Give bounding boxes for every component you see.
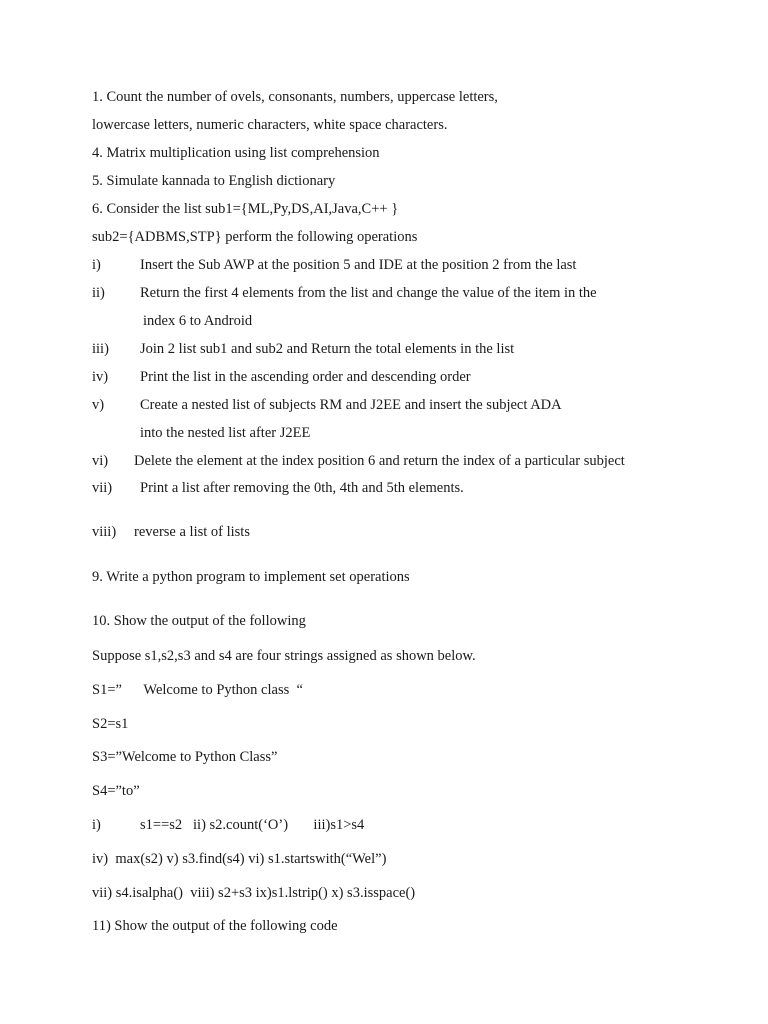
operations-line-2: iv) max(s2) v) s3.find(s4) vi) s1.startswith(“Wel”) xyxy=(92,851,387,867)
question-11: 11) Show the output of the following code xyxy=(92,918,338,934)
item-number: iv) xyxy=(92,369,109,385)
item-text: Print the list in the ascending order and descending order xyxy=(140,369,471,385)
item-text: Print a list after removing the 0th, 4th and 5th elements. xyxy=(140,480,464,496)
question-10-intro: Suppose s1,s2,s3 and s4 are four strings assigned as shown below. xyxy=(92,648,476,664)
question-4: 4. Matrix multiplication using list comprehension xyxy=(92,145,380,161)
item-text: reverse a list of lists xyxy=(134,524,250,540)
operations-line-1: s1==s2 ii) s2.count(‘O’) iii)s1>s4 xyxy=(140,817,365,833)
question-6-line-1: 6. Consider the list sub1={ML,Py,DS,AI,Java,C++ } xyxy=(92,201,399,217)
item-number: viii) xyxy=(92,524,117,540)
question-6-line-2: sub2={ADBMS,STP} perform the following operations xyxy=(92,229,418,245)
item-text-continuation: index 6 to Android xyxy=(143,313,253,329)
item-text: Create a nested list of subjects RM and J2EE and insert the subject ADA xyxy=(140,397,562,413)
operations-number: i) xyxy=(92,817,101,833)
item-number: ii) xyxy=(92,285,105,301)
string-s4: S4=”to” xyxy=(92,783,140,799)
item-number: vii) xyxy=(92,480,113,496)
item-number: iii) xyxy=(92,341,109,357)
question-10: 10. Show the output of the following xyxy=(92,613,306,629)
operations-line-3: vii) s4.isalpha() viii) s2+s3 ix)s1.lstrip() x) s3.isspace() xyxy=(92,885,416,901)
question-1-line-1: 1. Count the number of ovels, consonants, numbers, uppercase letters, xyxy=(92,89,498,105)
item-text-continuation: into the nested list after J2EE xyxy=(140,425,311,441)
item-text: Insert the Sub AWP at the position 5 and IDE at the position 2 from the last xyxy=(140,257,577,273)
item-number: i) xyxy=(92,257,101,273)
question-1-line-2: lowercase letters, numeric characters, white space characters. xyxy=(92,117,448,133)
item-number: v) xyxy=(92,397,105,413)
item-text: Return the first 4 elements from the list and change the value of the item in the xyxy=(140,285,597,301)
item-number: vi) xyxy=(92,453,109,469)
question-9: 9. Write a python program to implement set operations xyxy=(92,569,410,585)
question-5: 5. Simulate kannada to English dictionary xyxy=(92,173,336,189)
item-text: Join 2 list sub1 and sub2 and Return the total elements in the list xyxy=(140,341,515,357)
string-s1: S1=” Welcome to Python class “ xyxy=(92,682,303,698)
item-text: Delete the element at the index position 6 and return the index of a particular subject xyxy=(134,453,625,469)
string-s2: S2=s1 xyxy=(92,716,129,732)
string-s3: S3=”Welcome to Python Class” xyxy=(92,749,278,765)
